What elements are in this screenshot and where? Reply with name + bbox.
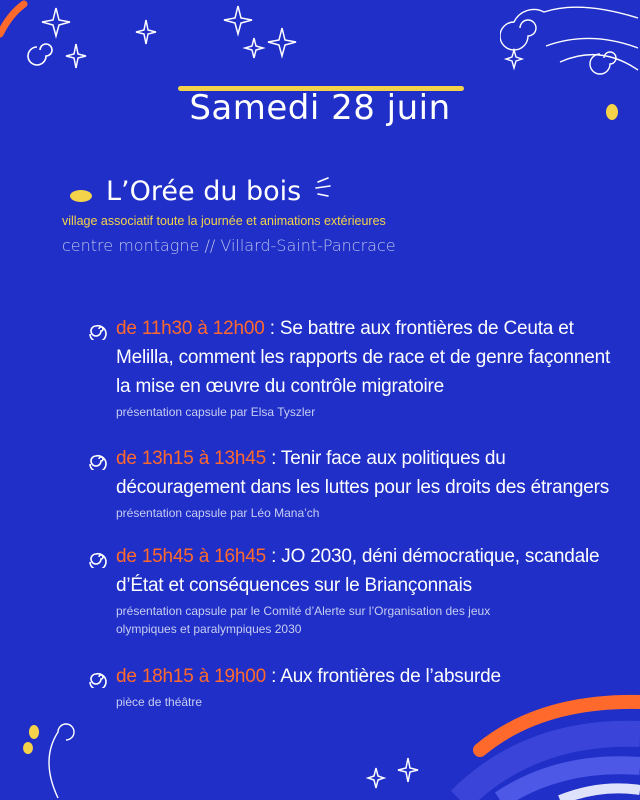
- program-note: présentation capsule par le Comité d’Alerte sur l’Organisation des jeux olympiques et paralympiques 2030: [116, 604, 491, 636]
- spiral-icon: [88, 666, 110, 688]
- program-item-text: [116, 542, 628, 600]
- top-left-decoration: [0, 0, 160, 90]
- top-center-stars: [220, 0, 310, 70]
- venue-name-text: L’Orée du bois: [106, 176, 302, 207]
- page-title: Samedi 28 juin: [189, 88, 451, 128]
- spiral-icon: [28, 44, 52, 65]
- program-time: de 13h15 à 13h45: [116, 448, 267, 469]
- program-separator: :: [266, 448, 281, 469]
- program-item-text: [116, 444, 628, 502]
- spiral-icon: [88, 448, 110, 470]
- program-time: de 18h15 à 19h00: [116, 666, 267, 687]
- program-time: de 11h30 à 12h00: [116, 318, 265, 339]
- spiral-icon: [88, 318, 110, 340]
- venue-subtitle: village associatif toute la journée et animations extérieures: [62, 214, 386, 228]
- program-title: Tenir face aux politiques du découragement dans les luttes pour les droits des étrangers: [116, 448, 610, 498]
- sparkle-icon: [42, 8, 156, 68]
- program-separator: :: [266, 546, 282, 567]
- venue-location: centre montagne // Villard-Saint-Pancrace: [62, 236, 396, 255]
- program-item: [88, 314, 628, 421]
- program-title: JO 2030, déni démocratique, scandale d’État et conséquences sur le Briançonnais: [116, 546, 600, 596]
- program-time: de 15h45 à 16h45: [116, 546, 267, 567]
- spiral-icon: [88, 546, 110, 568]
- program-separator: :: [266, 666, 281, 687]
- bottom-left-decoration: [0, 700, 110, 800]
- program-note: présentation capsule par Elsa Tyszler: [116, 405, 316, 419]
- venue-name: [106, 176, 336, 207]
- program-title: Se battre aux frontières de Ceuta et Melilla, comment les rapports de race et de genre façonnent la mise en œuvre du contrôle migratoire: [116, 318, 611, 397]
- program-item: [88, 542, 628, 638]
- program-note: pièce de théâtre: [116, 695, 203, 709]
- venue-bullet: [70, 190, 92, 202]
- sparkle-lines-icon: [312, 176, 336, 198]
- program-note: présentation capsule par Léo Mana’ch: [116, 506, 320, 520]
- program-title: Aux frontières de l’absurde: [280, 666, 501, 687]
- program-item: [88, 444, 628, 522]
- program-separator: :: [264, 318, 280, 339]
- program-item-text: [116, 662, 628, 691]
- program-item: [88, 662, 628, 711]
- program-item-text: [116, 314, 628, 401]
